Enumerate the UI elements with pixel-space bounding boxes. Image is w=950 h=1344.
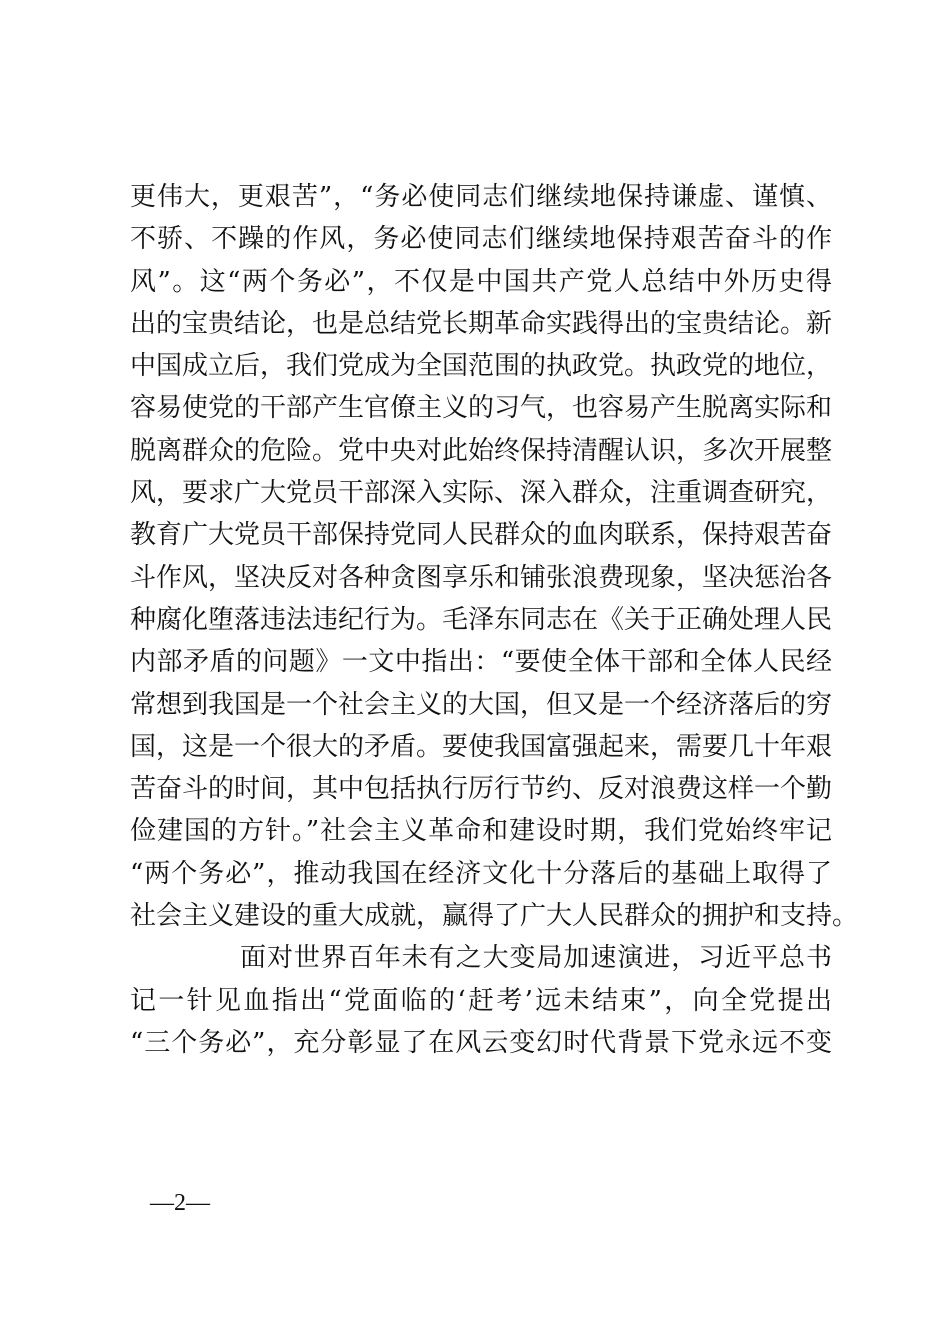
text-line: 出的宝贵结论，也是总结党长期革命实践得出的宝贵结论。新 (130, 308, 833, 339)
text-line: 国，这是一个很大的矛盾。要使我国富强起来，需要几十年艰 (130, 731, 833, 762)
text-line: 内部矛盾的问题》一文中指出：“要使全体干部和全体人民经 (130, 647, 832, 678)
text-line: 风，要求广大党员干部深入实际、深入群众，注重调查研究， (130, 478, 833, 509)
text-line: 更伟大，更艰苦”，“务必使同志们继续地保持谦虚、谨慎、 (130, 182, 832, 212)
text-line: 容易使党的干部产生官僚主义的习气，也容易产生脱离实际和 (130, 393, 833, 424)
text-line: 斗作风，坚决反对各种贪图享乐和铺张浪费现象，坚决惩治各 (130, 562, 833, 593)
text-line: 种腐化堕落违法违纪行为。毛泽东同志在《关于正确处理人民 (130, 604, 833, 635)
text-line: 中国成立后，我们党成为全国范围的执政党。执政党的地位， (130, 351, 833, 382)
text-line: 不骄、不躁的作风，务必使同志们继续地保持艰苦奋斗的作 (130, 224, 832, 255)
text-line: 常想到我国是一个社会主义的大国，但又是一个经济落后的穷 (130, 689, 833, 720)
text-line: 风”。这“两个务必”，不仅是中国共产党人总结中外历史得 (130, 266, 832, 297)
text-line: 俭建国的方针。”社会主义革命和建设时期，我们党始终牢记 (130, 816, 832, 847)
text-line: 记一针见血指出“党面临的‘赶考’远未结束”，向全党提出 (130, 985, 832, 1016)
text-line: 脱离群众的危险。党中央对此始终保持清醒认识，多次开展整 (130, 435, 833, 466)
text-line: “两个务必”，推动我国在经济文化十分落后的基础上取得了 (130, 858, 832, 889)
page-number: —2— (150, 1190, 210, 1216)
text-line: 面对世界百年未有之大变局加速演进，习近平总书 (240, 943, 832, 974)
text-line: 社会主义建设的重大成就，赢得了广大人民群众的拥护和支持。 (130, 901, 859, 932)
document-body (130, 176, 859, 1064)
text-line: “三个务必”，充分彰显了在风云变幻时代背景下党永远不变 (130, 1027, 832, 1058)
text-line: 教育广大党员干部保持党同人民群众的血肉联系，保持艰苦奋 (130, 520, 833, 551)
text-line: 苦奋斗的时间，其中包括执行厉行节约、反对浪费这样一个勤 (130, 774, 833, 805)
